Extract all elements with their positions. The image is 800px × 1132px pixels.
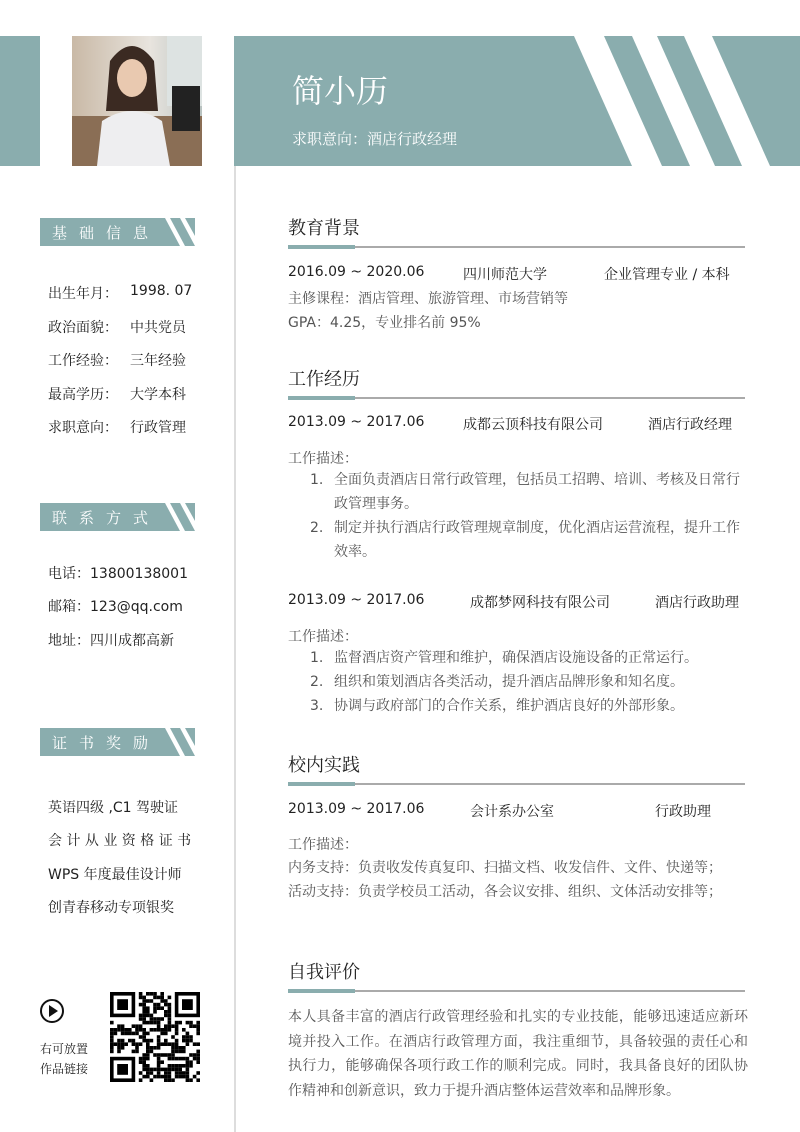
play-icon[interactable] [39,998,65,1028]
candidate-name: 简小历 [292,72,389,110]
cert-item: 英语四级 ,C1 驾驶证 [48,800,179,816]
info-birth: 出生年月： 1998. 07 [48,283,193,302]
info-politics: 政治面貌： 中共党员 [48,320,186,336]
section-tag-basic: 基础信息 [40,218,195,246]
job-duty: 3. 协调与政府部门的合作关系，维护酒店良好的外部形象。 [310,698,684,714]
contact-phone: 电话：13800138001 [48,566,188,582]
job-duty: 2. 制定并执行酒店行政管理规章制度，优化酒店运营流程，提升工作效率。 [310,520,740,560]
section-tag-certs: 证书奖励 [40,728,195,756]
section-title-campus: 校内实践 [288,755,360,776]
section-rule [288,783,745,785]
contact-address: 地址：四川成都高新 [48,633,174,649]
job-desc-label: 工作描述： [288,629,358,645]
cert-item: 创青春移动专项银奖 [48,900,174,916]
qr-code[interactable] [110,992,202,1082]
works-note-1: 右可放置 [40,1042,89,1056]
job-duty: 1. 全面负责酒店日常行政管理，包括员工招聘、培训、考核及日常行政管理事务。 [310,472,740,512]
section-title-work: 工作经历 [288,369,360,390]
section-rule [288,397,745,399]
campus-line: 活动支持：负责学校员工活动，各会议安排、组织、文体活动安排等； [288,884,722,900]
campus-line: 内务支持：负责收发传真复印、扫描文档、收发信件、文件、快递等； [288,860,722,876]
works-note-2: 作品链接 [40,1062,89,1076]
info-experience: 工作经验： 三年经验 [48,353,186,369]
cert-item: WPS 年度最佳设计师 [48,867,182,883]
cert-item: 会 计 从 业 资 格 证 书 [48,833,192,849]
education-gpa: GPA：4.25，专业排名前 95% [288,315,481,331]
profile-photo [72,36,202,166]
info-education: 最高学历： 大学本科 [48,387,186,403]
job-desc-label: 工作描述： [288,451,358,467]
contact-email: 邮箱：123@qq.com [48,599,183,615]
section-rule [288,246,745,248]
section-rule [288,990,745,992]
job-duty: 2. 组织和策划酒店各类活动，提升酒店品牌形象和知名度。 [310,674,684,690]
column-divider [234,166,236,1132]
job-intent: 求职意向：酒店行政经理 [292,130,458,148]
self-evaluation: 本人具备丰富的酒店行政管理经验和扎实的专业技能，能够迅速适应新环境并投入工作。在酒店行政管理方面，我注重细节，具备较强的责任心和执行力，能够确保各项行政工作的顺利完成。同时，我具备良好的团队协作精神和创新意识，致力于提升酒店整体运营效率和品牌形象。 [288,1009,748,1099]
job-duty: 1. 监督酒店资产管理和维护，确保酒店设施设备的正常运行。 [310,650,698,666]
info-intent: 求职意向： 行政管理 [48,420,186,436]
section-tag-contact: 联系方式 [40,503,195,531]
section-title-self: 自我评价 [288,962,360,983]
campus-desc-label: 工作描述： [288,837,358,853]
section-title-education: 教育背景 [288,218,360,239]
education-courses: 主修课程：酒店管理、旅游管理、市场营销等 [288,291,568,307]
left-accent-strip [0,36,40,166]
